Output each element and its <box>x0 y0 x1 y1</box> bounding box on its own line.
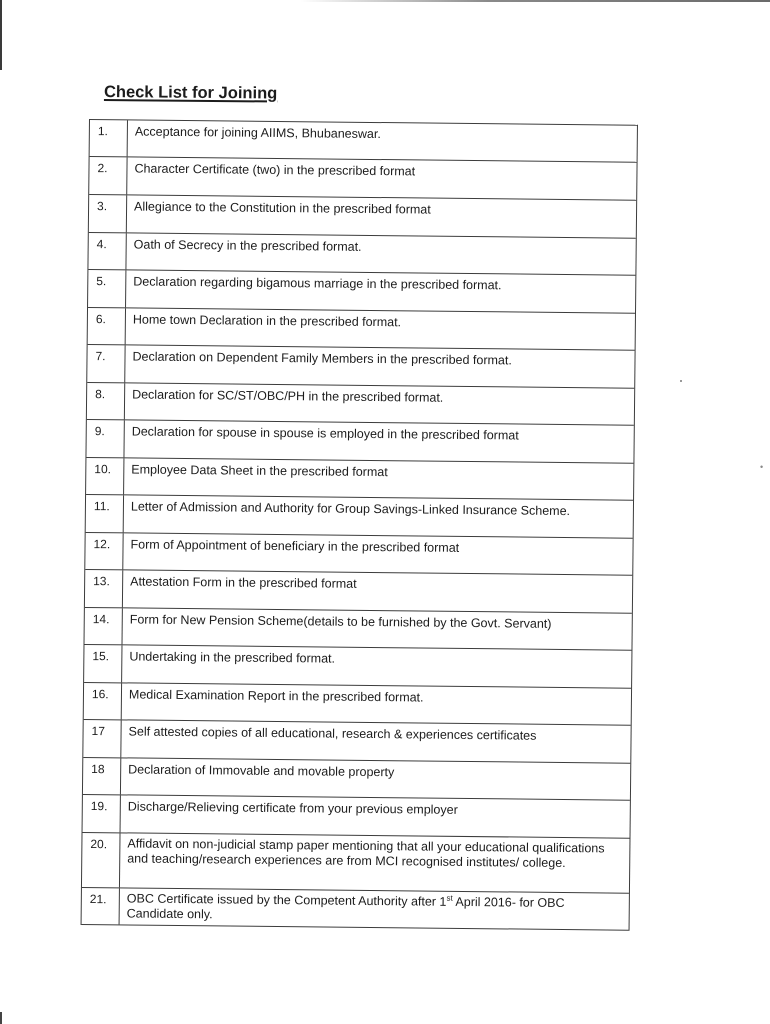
item-number: 11. <box>86 495 124 532</box>
scan-edge-bottom <box>0 1012 2 1024</box>
item-text: Form of Appointment of beneficiary in the prescribed format <box>130 537 460 555</box>
scan-speck <box>680 380 682 382</box>
checklist-row <box>89 157 636 201</box>
item-text: Character Certificate (two) in the prescribed format <box>134 161 416 179</box>
checklist-row <box>83 720 630 764</box>
checklist-row <box>87 383 634 426</box>
item-text: Allegiance to the Constitution in the prescribed format <box>134 199 431 217</box>
item-text: Letter of Admission and Authority for Group Savings-Linked Insurance Scheme. <box>130 499 571 519</box>
item-number: 14. <box>85 608 123 644</box>
checklist-row <box>85 533 632 576</box>
scan-edge-top <box>300 0 770 2</box>
checklist-row <box>86 495 633 539</box>
item-number: 7. <box>87 345 125 382</box>
item-text: Declaration for spouse in spouse is employed in the prescribed format <box>131 424 519 443</box>
item-number: 4. <box>88 233 126 269</box>
item-number: 15. <box>84 645 122 682</box>
item-number: 13. <box>85 570 123 607</box>
item-number: 12. <box>85 533 123 569</box>
item-number: 5. <box>88 270 126 307</box>
item-number: 3. <box>89 195 127 232</box>
item-text: Self attested copies of all educational, research & experiences certificates <box>128 724 537 743</box>
item-text-part: April 2016- for OBC Candidate only. <box>126 894 565 922</box>
item-text: Declaration of Immovable and movable property <box>128 762 395 780</box>
item-text-superscript: st <box>446 893 453 903</box>
item-text: Discharge/Relieving certificate from your previous employer <box>127 799 458 817</box>
item-text: Declaration regarding bigamous marriage in the prescribed format. <box>133 274 502 293</box>
checklist-row <box>90 120 637 163</box>
item-number: 2. <box>89 157 127 194</box>
item-number: 19. <box>83 795 121 832</box>
page-title: Check List for Joining <box>103 83 278 103</box>
checklist-row <box>89 195 636 239</box>
checklist-row <box>84 608 631 651</box>
item-text: Oath of Secrecy in the prescribed format. <box>133 237 362 254</box>
item-number: 16. <box>84 683 122 719</box>
item-text: Employee Data Sheet in the prescribed format <box>131 462 388 480</box>
item-text-part: OBC Certificate issued by the Competent Authority after 1 <box>126 891 447 909</box>
item-number: 8. <box>87 383 125 419</box>
item-number: 18 <box>83 758 121 794</box>
item-number: 10. <box>86 458 124 494</box>
scan-speck: • <box>760 462 764 472</box>
checklist-row <box>88 308 635 351</box>
item-number: 9. <box>86 420 124 457</box>
item-text: Undertaking in the prescribed format. <box>129 649 336 666</box>
item-text: Home town Declaration in the prescribed format. <box>132 312 402 330</box>
checklist-row <box>82 888 629 931</box>
checklist-row <box>83 795 630 839</box>
item-number: 21. <box>82 888 120 924</box>
checklist-row <box>84 683 631 726</box>
item-text: Declaration on Dependent Family Members in the prescribed format. <box>132 349 512 368</box>
item-text: Declaration for SC/ST/OBC/PH in the prescribed format. <box>132 387 444 405</box>
checklist-row <box>88 270 635 314</box>
checklist-row <box>84 645 631 689</box>
item-text <box>120 888 629 929</box>
item-number: 1. <box>90 120 128 156</box>
item-number: 6. <box>88 308 126 344</box>
item-number: 17 <box>83 720 121 757</box>
scan-edge-left <box>0 0 2 70</box>
checklist-row <box>88 233 635 276</box>
item-text: Affidavit on non-judicial stamp paper mentioning that all your educational qualifications and teaching/research experiences are from MCI recognised institutes/ college. <box>127 836 605 871</box>
checklist-row <box>83 758 630 801</box>
item-text: Medical Examination Report in the prescribed format. <box>128 687 424 705</box>
item-text: Attestation Form in the prescribed format <box>130 574 357 591</box>
checklist-row <box>85 570 632 614</box>
checklist-row <box>86 420 633 464</box>
item-text: Form for New Pension Scheme(details to be furnished by the Govt. Servant) <box>129 612 552 631</box>
item-number: 20. <box>82 833 121 887</box>
checklist-row <box>87 345 634 389</box>
checklist-table <box>81 119 638 931</box>
checklist-row <box>86 458 633 501</box>
item-text: Acceptance for joining AIIMS, Bhubaneswar. <box>134 124 381 142</box>
checklist-row <box>82 833 630 894</box>
